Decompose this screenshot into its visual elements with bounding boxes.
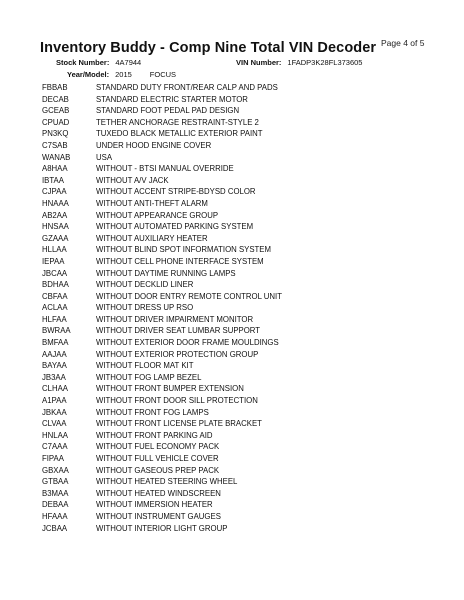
list-item — [42, 94, 442, 106]
option-description: WITHOUT INTERIOR LIGHT GROUP — [96, 523, 228, 533]
list-item — [42, 372, 442, 384]
list-item — [42, 395, 442, 407]
option-description: WITHOUT DECKLID LINER — [96, 280, 194, 290]
list-item — [42, 186, 442, 198]
option-description: WITHOUT FRONT BUMPER EXTENSION — [96, 384, 244, 394]
option-code: HLFAA — [42, 314, 67, 324]
year-model-row — [67, 70, 176, 79]
option-code: AB2AA — [42, 210, 68, 220]
list-item — [42, 302, 442, 314]
list-item — [42, 360, 442, 372]
option-code: HLLAA — [42, 245, 67, 255]
option-code: AAJAA — [42, 349, 67, 359]
option-description: UNDER HOOD ENGINE COVER — [96, 140, 212, 150]
option-code: DECAB — [42, 94, 69, 104]
option-code: JB3AA — [42, 372, 66, 382]
year-model-label: Year/Model: — [67, 70, 110, 79]
list-item — [42, 117, 442, 129]
option-description: WITHOUT IMMERSION HEATER — [96, 500, 213, 510]
list-item — [42, 244, 442, 256]
option-code: C7SAB — [42, 140, 68, 150]
list-item — [42, 418, 442, 430]
stock-number-row — [56, 58, 141, 67]
option-code: CPUAD — [42, 117, 70, 127]
list-item — [42, 383, 442, 395]
option-description: TETHER ANCHORAGE RESTRAINT-STYLE 2 — [96, 117, 259, 127]
page-number: Page 4 of 5 — [381, 38, 425, 48]
option-code: GZAAA — [42, 233, 69, 243]
vin-number-row — [236, 58, 362, 67]
option-code: C7AAA — [42, 442, 68, 452]
option-code: FIPAA — [42, 454, 64, 463]
option-description: WITHOUT BLIND SPOT INFORMATION SYSTEM — [96, 245, 272, 255]
list-item — [42, 523, 442, 535]
option-code: FBBAB — [42, 83, 68, 92]
option-description: WITHOUT AUTOMATED PARKING SYSTEM — [96, 222, 254, 232]
list-item — [42, 268, 442, 280]
option-description: WITHOUT - BTSI MANUAL OVERRIDE — [96, 164, 234, 174]
option-code: JCBAA — [42, 523, 68, 533]
list-item — [42, 499, 442, 511]
list-item — [42, 453, 442, 465]
option-description: WITHOUT FULL VEHICLE COVER — [96, 454, 219, 463]
option-description: WITHOUT FRONT DOOR SILL PROTECTION — [96, 396, 258, 406]
list-item — [42, 476, 442, 488]
list-item — [42, 349, 442, 361]
option-code: BAYAA — [42, 361, 67, 371]
option-description: WITHOUT DOOR ENTRY REMOTE CONTROL UNIT — [96, 291, 282, 301]
option-description: WITHOUT FRONT FOG LAMPS — [96, 407, 209, 417]
option-code: CBFAA — [42, 291, 68, 301]
option-description: WITHOUT EXTERIOR DOOR FRAME MOULDINGS — [96, 338, 279, 348]
option-description: WITHOUT FRONT LICENSE PLATE BRACKET — [96, 419, 262, 429]
option-code: A1PAA — [42, 396, 67, 406]
option-description: WITHOUT DRIVER IMPAIRMENT MONITOR — [96, 314, 254, 324]
option-code: HNAAA — [42, 198, 69, 208]
option-description: STANDARD DUTY FRONT/REAR CALP AND PADS — [96, 83, 278, 92]
option-code: HNSAA — [42, 222, 69, 232]
list-item — [42, 430, 442, 442]
option-code: CJPAA — [42, 187, 67, 197]
option-code: B3MAA — [42, 488, 69, 498]
list-item — [42, 233, 442, 245]
option-code: WANAB — [42, 152, 71, 162]
option-code: ACLAA — [42, 303, 68, 313]
option-code: GTBAA — [42, 477, 69, 487]
option-description: WITHOUT EXTERIOR PROTECTION GROUP — [96, 349, 259, 359]
option-description: TUXEDO BLACK METALLIC EXTERIOR PAINT — [96, 129, 263, 139]
option-code: IBTAA — [42, 175, 64, 185]
year-value: 2015 — [115, 70, 132, 79]
list-item — [42, 140, 442, 152]
option-code: GCEAB — [42, 106, 70, 116]
option-code: JBCAA — [42, 268, 68, 278]
option-code: IEPAA — [42, 256, 65, 266]
list-item — [42, 441, 442, 453]
option-code: CLVAA — [42, 419, 67, 429]
option-description: WITHOUT GASEOUS PREP PACK — [96, 465, 220, 475]
list-item — [42, 488, 442, 500]
list-item — [42, 163, 442, 175]
list-item — [42, 210, 442, 222]
option-description: WITHOUT HEATED WINDSCREEN — [96, 488, 221, 498]
list-item — [42, 511, 442, 523]
option-code: PN3KQ — [42, 129, 69, 139]
option-description: STANDARD FOOT PEDAL PAD DESIGN — [96, 106, 240, 116]
option-description: USA — [96, 152, 113, 162]
list-item — [42, 325, 442, 337]
list-item — [42, 105, 442, 117]
option-description: WITHOUT INSTRUMENT GAUGES — [96, 511, 221, 521]
vin-number-label: VIN Number: — [236, 58, 282, 67]
option-code: BWRAA — [42, 326, 71, 336]
option-code: GBXAA — [42, 465, 69, 475]
option-code: CLHAA — [42, 384, 68, 394]
option-description: STANDARD ELECTRIC STARTER MOTOR — [96, 94, 248, 104]
option-description: WITHOUT ANTI-THEFT ALARM — [96, 198, 208, 208]
document-title: Inventory Buddy - Comp Nine Total VIN Decoder — [40, 40, 377, 56]
option-description: WITHOUT DAYTIME RUNNING LAMPS — [96, 268, 236, 278]
list-item — [42, 152, 442, 164]
list-item — [42, 256, 442, 268]
option-code: BDHAA — [42, 280, 69, 290]
list-item — [42, 279, 442, 291]
option-description: WITHOUT DRIVER SEAT LUMBAR SUPPORT — [96, 326, 261, 336]
list-item — [42, 198, 442, 210]
option-code: A8HAA — [42, 164, 68, 174]
option-description: WITHOUT DRESS UP RSO — [96, 303, 194, 313]
list-item — [42, 82, 442, 94]
option-description: WITHOUT FUEL ECONOMY PACK — [96, 442, 220, 452]
option-description: WITHOUT FOG LAMP BEZEL — [96, 372, 202, 382]
option-description: WITHOUT AUXILIARY HEATER — [96, 233, 208, 243]
option-code: HNLAA — [42, 430, 68, 440]
option-code: JBKAA — [42, 407, 67, 417]
option-code: HFAAA — [42, 511, 68, 521]
list-item — [42, 175, 442, 187]
vin-number-value: 1FADP3K28FL373605 — [287, 58, 363, 67]
stock-number-label: Stock Number: — [56, 58, 110, 67]
option-description: WITHOUT FLOOR MAT KIT — [96, 361, 194, 371]
list-item — [42, 314, 442, 326]
list-item — [42, 465, 442, 477]
list-item — [42, 291, 442, 303]
option-description: WITHOUT HEATED STEERING WHEEL — [96, 477, 238, 487]
list-item — [42, 128, 442, 140]
option-code-list — [42, 82, 442, 534]
option-description: WITHOUT FRONT PARKING AID — [96, 430, 213, 440]
list-item — [42, 221, 442, 233]
option-description: WITHOUT APPEARANCE GROUP — [96, 210, 219, 220]
stock-number-value: 4A7944 — [115, 58, 142, 67]
option-description: WITHOUT CELL PHONE INTERFACE SYSTEM — [96, 256, 264, 266]
option-description: WITHOUT ACCENT STRIPE-BDYSD COLOR — [96, 187, 256, 197]
option-code: BMFAA — [42, 338, 69, 348]
option-code: DEBAA — [42, 500, 69, 510]
model-value: FOCUS — [149, 70, 177, 79]
option-description: WITHOUT A/V JACK — [96, 175, 169, 185]
list-item — [42, 337, 442, 349]
list-item — [42, 407, 442, 419]
